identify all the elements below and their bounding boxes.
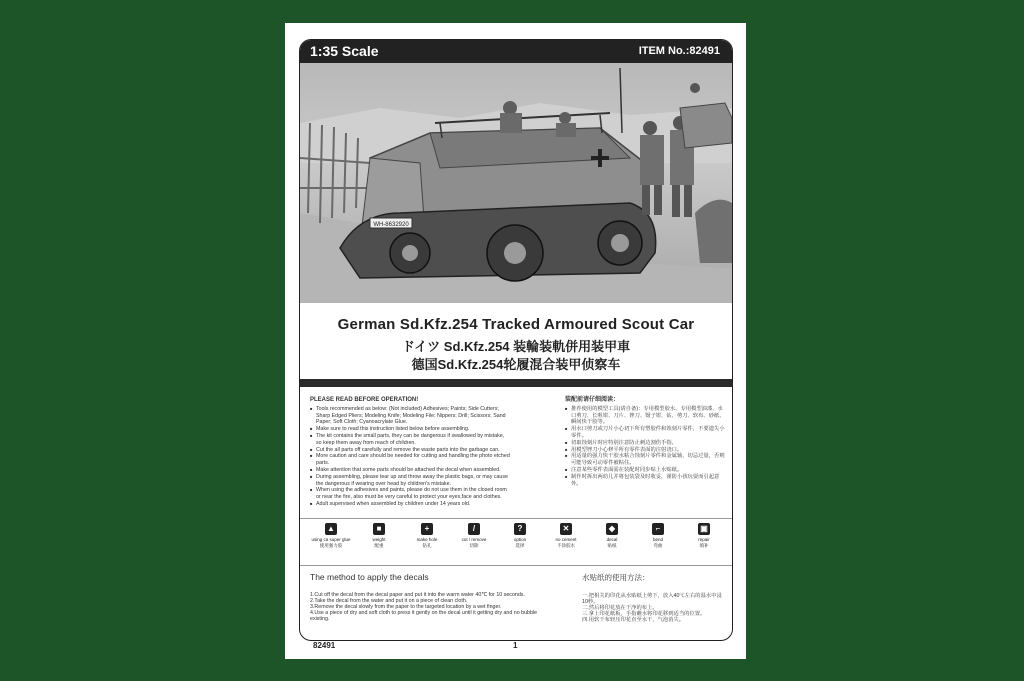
- decal-step: 4.Use a piece of dry and soft cloth to press it gently on the decal until it getting dry and no bubble existing.: [310, 610, 538, 622]
- decal-icon: ◆: [606, 523, 618, 535]
- instruction-item: ■ When using the adhesives and paints, please do not use them in the closed room or near the fire, also must be very careful to protect your eyes,face and clothes.: [310, 487, 510, 501]
- decal-step: 1.Cut off the decal from the decal paper and put it into the warm water 40℃ for 10 seconds.: [310, 592, 525, 598]
- decal-chinese: [582, 572, 727, 623]
- legend-label-en: option: [513, 537, 527, 542]
- item-number: ITEM No.:82491: [638, 45, 720, 57]
- title-japanese: ドイツ Sd.Kfz.254 装輪装軌併用装甲車: [401, 339, 631, 354]
- legend-label-en: using ca super glue: [311, 537, 351, 542]
- decal-step-zh: 一.把相关的印花从水贴纸上剪下，放入40℃左右的温水中浸10秒。: [582, 593, 722, 605]
- header-bar: [300, 40, 732, 63]
- license-plate: WH-8632920: [373, 222, 409, 228]
- page-number: 1: [513, 641, 518, 650]
- legend-glue: [308, 523, 354, 548]
- sheet-frame: [299, 39, 733, 641]
- legend-label-zh: 贴纸: [607, 542, 617, 548]
- instruction-item-zh: ■ 用水口剪刀或刀片小心切下所有塑胶件和蚀刻片零件，不要遗失小零件。: [565, 426, 725, 440]
- instruction-item: ■ Make sure to read this instruction listed below before assembling.: [310, 426, 510, 433]
- instruction-item: ■ The kit contains the small parts, they can be dangerous if swallowed by mistake, so keep them away from reach of children.: [310, 433, 510, 447]
- legend-label-en: make hole: [416, 537, 438, 542]
- decal-heading-en: The method to apply the decals: [310, 572, 429, 582]
- legend-weight: [356, 523, 402, 548]
- scale-label: 1:35 Scale: [310, 43, 379, 59]
- question-icon: ?: [514, 523, 526, 535]
- knife-icon: /: [468, 523, 480, 535]
- instruction-item: ■ During assembling, please tear up and throw away the plastic bags, or may cause the dangerous if wearing over head by children's mistake.: [310, 474, 510, 488]
- drill-icon: +: [421, 523, 433, 535]
- title-english: German Sd.Kfz.254 Tracked Armoured Scout Car: [337, 316, 695, 333]
- instruction-item: ■ Adult supervised when assembled by children under 14 years old.: [310, 501, 510, 508]
- instruction-item-zh: ■ 推荐使用的模型工具(请自备)：专用模型胶水、专用模型油漆、水口剪刀、长咀钳、刀片、锉刀、镊子钳、钻、剪刀、软布、砂纸、瞬间快干胶等。: [565, 406, 725, 426]
- legend-label-zh: 弯曲: [653, 542, 663, 548]
- glue-bottle-icon: ▲: [325, 523, 337, 535]
- decal-step-zh: 二.然后将印花放在干净的布上。: [582, 605, 658, 611]
- repair-icon: ▣: [698, 523, 710, 535]
- legend-label-en: decal: [606, 537, 618, 542]
- instruction-item-zh: ■ 切取蚀刻片时应特别注意防止刺边割伤手指。: [565, 440, 725, 447]
- legend-label-en: cut / remove: [461, 537, 487, 542]
- instruction-item-zh: ■ 用模型锉刀小心修平所有零件表面的注射浇口。: [565, 447, 725, 454]
- legend-decal: [589, 523, 635, 548]
- legend-no-cement: [543, 523, 589, 548]
- legend-label-en: no cement: [555, 537, 577, 542]
- title-band: [300, 303, 732, 379]
- instruction-item-zh: ■ 注意某些零件表面需在装配时同步贴上水贴纸。: [565, 467, 725, 474]
- weight-icon: ■: [373, 523, 385, 535]
- instruction-item: ■ Cut the all parts off carefully and remove the waste parts into the garbage can.: [310, 447, 510, 454]
- cross-icon: ✕: [560, 523, 572, 535]
- instruction-item-zh: ■ 用适量的强力快干胶水粘合蚀刻片零件和金属轴，切忌过量，否则可能导致可动零件被粘住。: [565, 453, 725, 467]
- legend-bend: [635, 523, 681, 548]
- instruction-item: ■ Make attention that some parts should be attached the decal when assembled.: [310, 467, 510, 474]
- legend-label-zh: 钻孔: [422, 542, 432, 548]
- title-chinese: 德国Sd.Kfz.254轮履混合装甲侦察车: [411, 357, 621, 372]
- legend-label-zh: 切除: [469, 542, 479, 548]
- legend-label-zh: 不涂胶水: [557, 542, 575, 548]
- instructions-heading-en: PLEASE READ BEFORE OPERATION!: [310, 397, 419, 403]
- legend-label-en: weight: [372, 537, 386, 542]
- scout-car-illustration: [300, 63, 732, 303]
- legend-label-en: bend: [652, 537, 663, 542]
- legend-option: [497, 523, 543, 548]
- legend-label-zh: 配重: [374, 542, 384, 548]
- box-art-illustration: [300, 63, 732, 303]
- legend-repair: [681, 523, 727, 548]
- instruction-sheet: [285, 23, 746, 659]
- decal-instructions: [300, 566, 732, 640]
- decal-step-zh: 三.拿上印花纸板，手指蘸水将印花移到适当的位置。: [582, 611, 706, 617]
- page-footer: [299, 639, 731, 653]
- decal-step: 2.Take the decal from the water and put it on a piece of clean cloth.: [310, 598, 468, 604]
- decal-heading-zh: 水贴纸的使用方法：: [582, 573, 650, 582]
- instructions-english: [310, 397, 510, 508]
- legend-label-en: repair: [698, 537, 710, 542]
- decal-english: [310, 572, 550, 622]
- symbol-legend: [300, 518, 732, 566]
- decal-step: 3.Remove the decal slowly from the paper to the targeted location by a wet finger.: [310, 604, 502, 610]
- instruction-item: ■ More caution and care should be needed for cutting and handling the photo etched parts.: [310, 453, 510, 467]
- instruction-item-zh: ■ 制作时拆出两幼儿并将包装袋及时收妥，谨防小孩玩耍而引起意外。: [565, 474, 725, 488]
- legend-label-zh: 使用强力胶: [319, 542, 343, 548]
- safety-instructions: [300, 379, 732, 509]
- legend-cut: [451, 523, 497, 548]
- instructions-chinese: [565, 397, 725, 487]
- legend-hole: [404, 523, 450, 548]
- decal-step-zh: 四.用软干布轻压印花直至水干，气泡消失。: [582, 617, 685, 623]
- instructions-heading-zh: 装配前请仔细阅读：: [565, 397, 620, 403]
- legend-label-zh: 填补: [699, 542, 709, 548]
- footer-item-number: 82491: [313, 641, 336, 650]
- legend-label-zh: 选择: [515, 542, 525, 548]
- instruction-item: ■ Tools recommended as below: (Not included) Adhesives; Paints; Side Cutters; Sharp Edged Pliers; Modeling Knife; Modeling File; Nippers; Drill; Scissors; Sand Paper; Soft Cloth; Cyanoacrylate Glue.: [310, 406, 510, 426]
- bend-icon: ⌐: [652, 523, 664, 535]
